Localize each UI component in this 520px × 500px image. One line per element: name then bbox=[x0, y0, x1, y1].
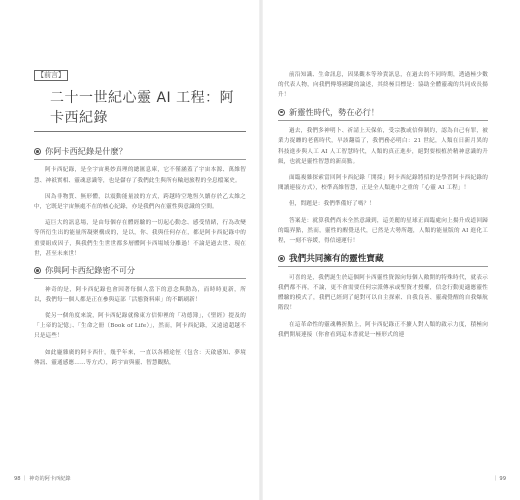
section-rule bbox=[34, 278, 246, 279]
section-heading-text: 新靈性時代，勢在必行！ bbox=[289, 106, 380, 117]
chapter-title: 二十一世紀心靈 AI 工程：阿卡西紀錄 bbox=[50, 90, 235, 126]
preface-tag-line bbox=[34, 70, 246, 81]
paragraph: 面臨複雜探索當回阿卡西紀錄「開採」阿卡西紀錄將招的是學習阿卡西紀錄的閱讀連接方式），校準高維智慧，正是全人類進中之重的「心靈 AI 工程」！ bbox=[278, 175, 488, 192]
page-footer-right: ｜ 99 bbox=[492, 476, 506, 482]
section-heading bbox=[34, 146, 246, 157]
section-heading bbox=[34, 265, 246, 276]
section-heading-text: 你與阿卡西紀錄密不可分 bbox=[45, 265, 136, 276]
paragraph: 阿卡西紀錄，是全宇宙奧妙真理的總匯息庫，它不僅涵蓋了宇宙本源、萬維智慧、神祇實相、靈魂意識等，也是儲存了我們此生與所有輪迴旅程的全息檔案史。 bbox=[34, 167, 246, 184]
paragraph: 這巨大的訊息場，是由每個存在體經驗的一切起心動念、感受情緒，行為改變等所衍生出的能量所凝聚構成的，是以，你、我與任何存在，都是阿卡西紀錄中的重要組成因子，與我們生生世世都多層體阿卡西場域分離過！不論是過去世、現在世，甚至未來世！ bbox=[34, 220, 246, 257]
paragraph: 從另一個角度來說，阿卡西紀錄就像東方信仰裡的「功德簿」，《聖經》提及的「上帝的記憶」、「生命之冊（Book of Life）」，然而，阿卡西紀錄，又遠遠超越不只是這些！ bbox=[34, 313, 246, 340]
paragraph: 因為非物質、無形體，以震動能量波的方式，跨越時空地恆久續存於乙太維之中，它既是宇宙無處不在的核心紀錄，亦是我們內在靈性與意識的空間。 bbox=[34, 193, 246, 210]
paragraph: 可喜的是，我們誕生於這個阿卡西靈性資源向每個人敞開的特殊時代，就表示我們都不再，不論，更不會需要任何宗派傳承或聖資才授權，信念行動更適應靈性體驗的模式了，我們已經到了絕對可以自主探索、自我良善、靈魂覺醒的自我爆航階段！ bbox=[278, 274, 488, 312]
circle-bullet-icon bbox=[278, 255, 285, 262]
paragraph: 答案是：就算我們尚未全然意識到，這美麗的星球正面臨處向上揚升成道回歸的臨界點，然而，靈性的醒覺迅代，已然是大勢所趨，人類的能量版的 AI 進化工程，一刻不容緩，得信速運行！ bbox=[278, 217, 488, 245]
section-heading-text: 我們共同擁有的靈性寶藏 bbox=[289, 254, 384, 265]
section-rule bbox=[278, 266, 488, 267]
title-rule bbox=[34, 131, 246, 132]
section-rule bbox=[278, 120, 488, 121]
paragraph: 在這革命性的靈魂轉折點上，阿卡西紀錄正不擴人對人類的啟示力度，積極向我們開展連接（你會看到這本書就是一極形式的連 bbox=[278, 321, 488, 338]
section-rule bbox=[34, 159, 246, 160]
section-heading bbox=[278, 252, 488, 264]
paragraph: 前沿知識、生命訊息，因果觀本等珍貴訊息，在過去的不同時期，透過極少數的代表人物，向我們傳導國鍵的論述，其終極目標是：協助全體靈魂的共同成長揚升！ bbox=[278, 72, 488, 99]
circle-bullet-icon bbox=[278, 109, 285, 116]
section-heading-text: 你阿卡西紀錄是什麼？ bbox=[45, 145, 127, 156]
circle-bullet-icon bbox=[34, 148, 41, 155]
circle-bullet-icon bbox=[34, 267, 41, 274]
preface-tag: 【前言】 bbox=[34, 70, 68, 81]
paragraph: 過去，我們多神明卜、祈請上天保佑，受宗教或信仰制約，認為自己有罪，被業力捉纏的老舊時代，早該翻篇了，我們務必明白：21 世紀，人類在日新月異的科技進步與人工 AI 人工智慧時代，人類的真正進步，絕對要根植於精神意識的升級，也就是靈性智慧的新高點。 bbox=[278, 128, 488, 165]
paragraph: 如此龐雜廣的阿卡西什，幾乎年來，一直以各種途徑（包含：天啟感知、夢境傳訊、靈通感應……等方式），跨宇宙與靈、智慧觀點， bbox=[34, 349, 246, 366]
page-footer-left: 98 ｜ 神奇的阿卡西紀錄 bbox=[14, 476, 71, 482]
section-heading bbox=[278, 107, 488, 118]
paragraph: 但，問題是：我們準備好了嗎？！ bbox=[289, 201, 376, 208]
paragraph: 神奇的是，阿卡西紀錄也會因著每個人當下的意念與動為，而時時更新，所以，我們每一個人都是正在參與這部「活態資料庫」的不斷刷新！ bbox=[34, 286, 246, 303]
right-page bbox=[262, 0, 520, 500]
